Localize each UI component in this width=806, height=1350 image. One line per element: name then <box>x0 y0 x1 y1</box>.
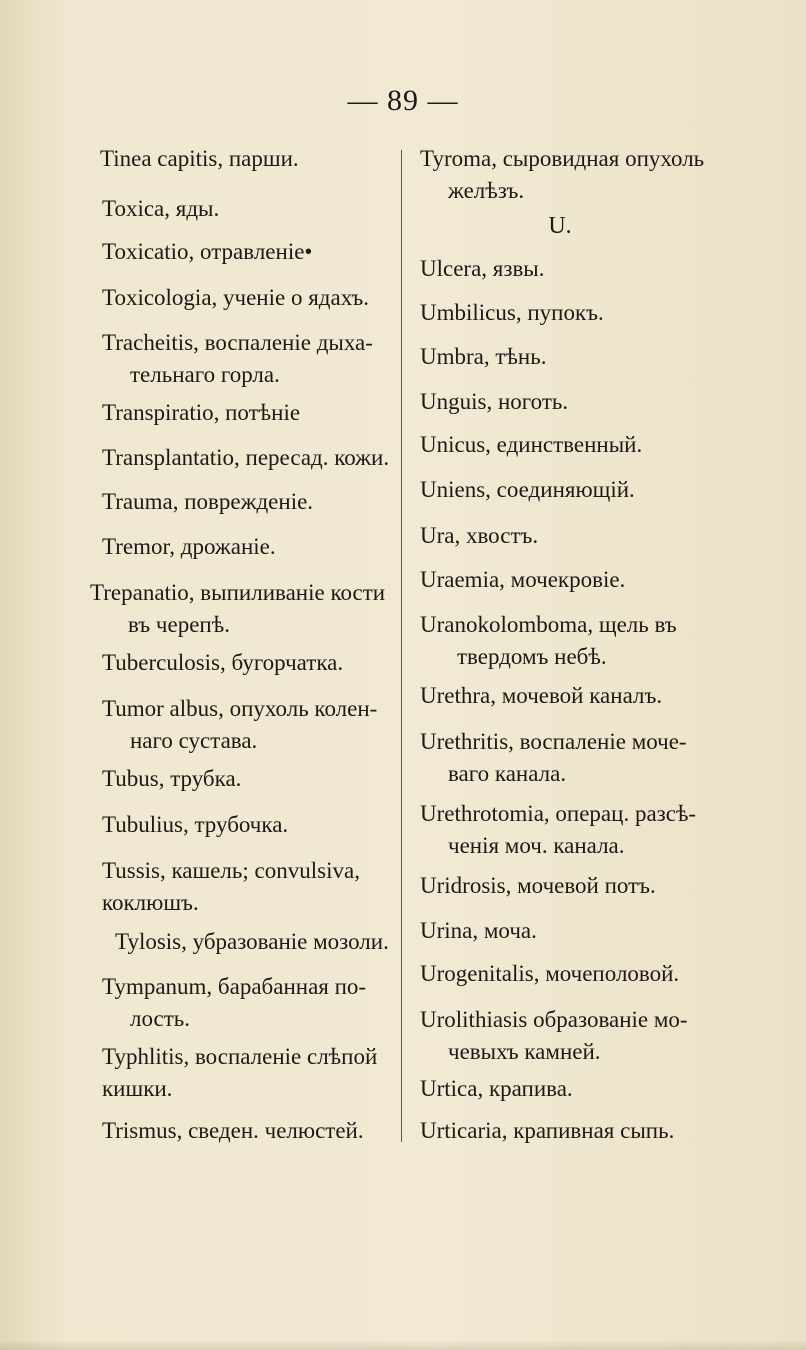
dictionary-entry: Ura, хвостъ. <box>420 523 539 548</box>
dictionary-entry: Urina, моча. <box>420 918 537 943</box>
dictionary-entry: Unguis, ноготь. <box>420 389 569 414</box>
dictionary-entry: Trepanatio, выпиливаніе кости въ черепѣ. <box>90 580 386 637</box>
dictionary-entry: Uranokolomboma, щель въ твердомъ небѣ. <box>420 612 677 669</box>
dictionary-entry: Urethrotomia, операц. разсѣ- ченія моч. канала. <box>420 801 697 858</box>
dictionary-entry: Transpiratio, потѣніе <box>102 400 301 425</box>
dictionary-entry: Urticaria, крапивная сыпь. <box>420 1118 675 1143</box>
dictionary-entry: Transplantatio, пересад. кожи. <box>102 445 390 470</box>
dictionary-entry: Urethra, мочевой каналъ. <box>420 683 663 708</box>
dictionary-entry: Uridrosis, мочевой потъ. <box>420 873 656 898</box>
dictionary-entry: Tubus, трубка. <box>102 766 242 791</box>
dictionary-entry: Urolithiasis образованіе мо- чевыхъ камней. <box>420 1007 688 1064</box>
dictionary-entry: Ulcera, язвы. <box>420 256 545 281</box>
section-letter: U. <box>548 213 572 239</box>
dictionary-entry: Tyroma, сыровидная опухоль желѣзъ. <box>420 146 705 203</box>
dictionary-entry: Tumor albus, опухоль колен- наго сустава. <box>102 696 378 753</box>
dictionary-entry: Urogenitalis, мочеполовой. <box>420 961 680 986</box>
dictionary-entry: Uniens, соединяющій. <box>420 477 635 502</box>
dictionary-entry: Tubulius, трубочка. <box>102 812 289 837</box>
dictionary-entry: Tracheitis, воспаленіе дыха- тельнаго горла. <box>102 330 373 387</box>
dictionary-entry: Tuberculosis, бугорчатка. <box>102 650 344 675</box>
dictionary-entry: Toxicologia, ученіе о ядахъ. <box>102 285 369 310</box>
dictionary-entry: Toxicatio, отравленіе• <box>102 239 313 264</box>
page-edge-shading <box>0 1340 806 1350</box>
page-number: — 89 — <box>347 84 459 117</box>
dictionary-entry: Uraemia, мочекровіе. <box>420 567 626 592</box>
dictionary-entry: Tremor, дрожаніе. <box>102 534 276 559</box>
dictionary-entry: Trismus, сведен. челюстей. <box>102 1118 364 1143</box>
dictionary-entry: Tinea capitis, парши. <box>100 146 299 171</box>
dictionary-entry: Urtica, крапива. <box>420 1076 573 1101</box>
dictionary-entry: Umbra, тѣнь. <box>420 344 547 369</box>
dictionary-entry: Tussis, кашель; convulsiva, коклюшъ. <box>102 858 360 915</box>
dictionary-entry: Typhlitis, воспаленіе слѣпой кишки. <box>102 1044 378 1101</box>
dictionary-entry: Trauma, поврежденіе. <box>102 489 314 514</box>
dictionary-entry: Tylosis, убразованіе мозоли. <box>115 929 389 954</box>
dictionary-entry: Urethritis, воспаленіе моче- ваго канала. <box>420 729 687 786</box>
dictionary-entry: Unicus, единственный. <box>420 432 643 457</box>
dictionary-entry: Tympanum, барабанная по- лость. <box>102 974 367 1031</box>
dictionary-entry: Toxica, яды. <box>102 196 220 221</box>
dictionary-entry: Umbilicus, пупокъ. <box>420 300 604 325</box>
